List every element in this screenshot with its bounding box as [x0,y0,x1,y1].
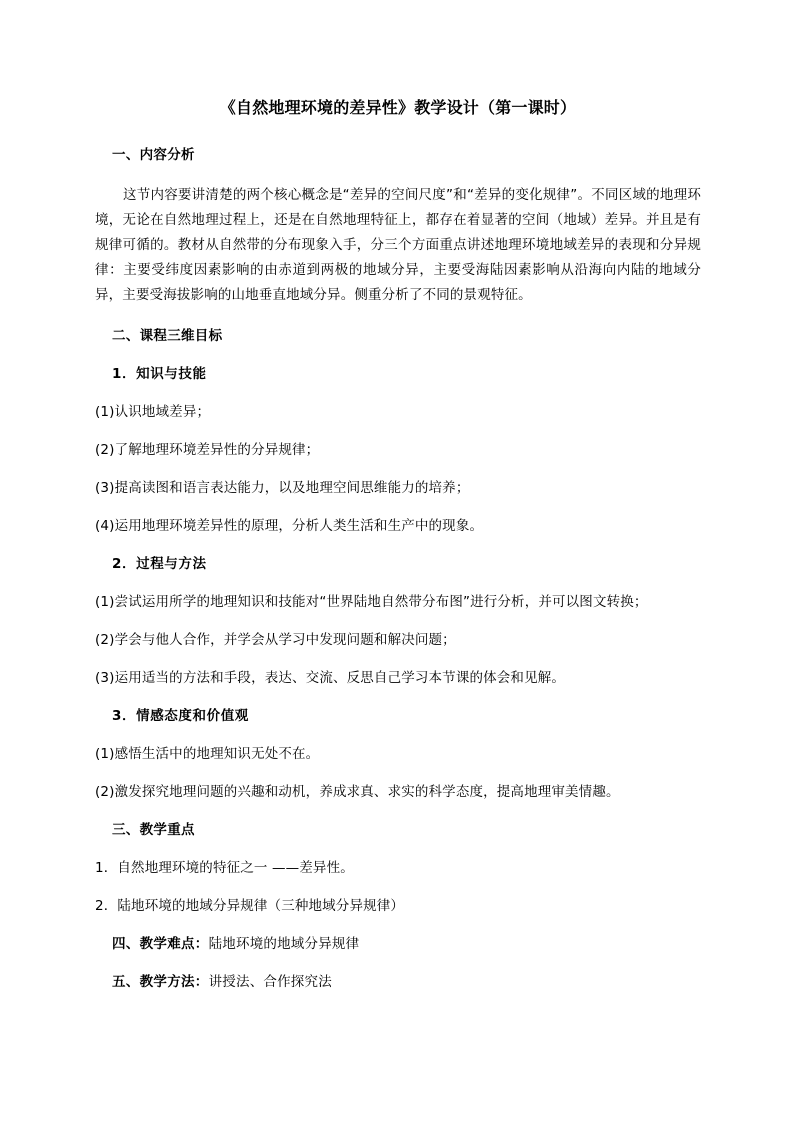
teaching-methods-label: 五、教学方法： [112,974,209,990]
list-item: 2．陆地环境的地域分异规律（三种地域分异规律） [95,898,405,914]
sub-heading-attitudes-and-values: 3．情感态度和价值观 [112,708,249,724]
list-item: (3)运用适当的方法和手段，表达、交流、反思自己学习本节课的体会和见解。 [95,670,566,686]
section-heading-three-dimensional-objectives: 二、课程三维目标 [112,328,223,344]
list-item: (3)提高读图和语言表达能力，以及地理空间思维能力的培养； [95,480,470,496]
document-title: 《自然地理环境的差异性》教学设计（第一课时） [219,98,577,117]
list-item: (1)认识地域差异； [95,404,211,420]
section-heading-content-analysis: 一、内容分析 [112,147,195,163]
list-item: (1)感悟生活中的地理知识无处不在。 [95,746,320,762]
teaching-difficulty-value: 陆地环境的地域分异规律 [208,936,360,952]
list-item: (1)尝试运用所学的地理知识和技能对“世界陆地自然带分布图”进行分析，并可以图文转换； [95,594,648,610]
document-body [95,95,701,1010]
section-heading-teaching-methods [95,972,701,992]
list-item: 1．自然地理环境的特征之一 ——差异性。 [95,860,354,876]
content-analysis-paragraph: 这节内容要讲清楚的两个核心概念是“差异的空间尺度”和“差异的变化规律”。不同区域的地理环境，无论在自然地理过程上，还是在自然地理特征上，都存在着显著的空间（地域）差异。并且是有规律可循的。教材从自然带的分布现象入手，分三个方面重点讲述地理环境地域差异的表现和分异规律：主要受纬度因素影响的由赤道到两极的地域分异，主要受海陆因素影响从沿海向内陆的地域分异，主要受海拔影响的山地垂直地域分异。侧重分析了不同的景观特征。 [95,187,701,303]
teaching-methods-value: 讲授法、合作探究法 [208,974,332,990]
list-item: (2)了解地理环境差异性的分异规律； [95,442,320,458]
list-item: (2)学会与他人合作，并学会从学习中发现问题和解决问题； [95,632,456,648]
list-item: (4)运用地理环境差异性的原理，分析人类生活和生产中的现象。 [95,518,484,534]
list-item: (2)激发探究地理问题的兴趣和动机，养成求真、求实的科学态度，提高地理审美情趣。 [95,784,620,800]
section-heading-teaching-difficulty [95,934,701,954]
sub-heading-knowledge-and-skills: 1．知识与技能 [112,366,207,382]
section-heading-teaching-focus: 三、教学重点 [112,822,195,838]
teaching-difficulty-label: 四、教学难点： [112,936,209,952]
sub-heading-process-and-methods: 2．过程与方法 [112,556,207,572]
